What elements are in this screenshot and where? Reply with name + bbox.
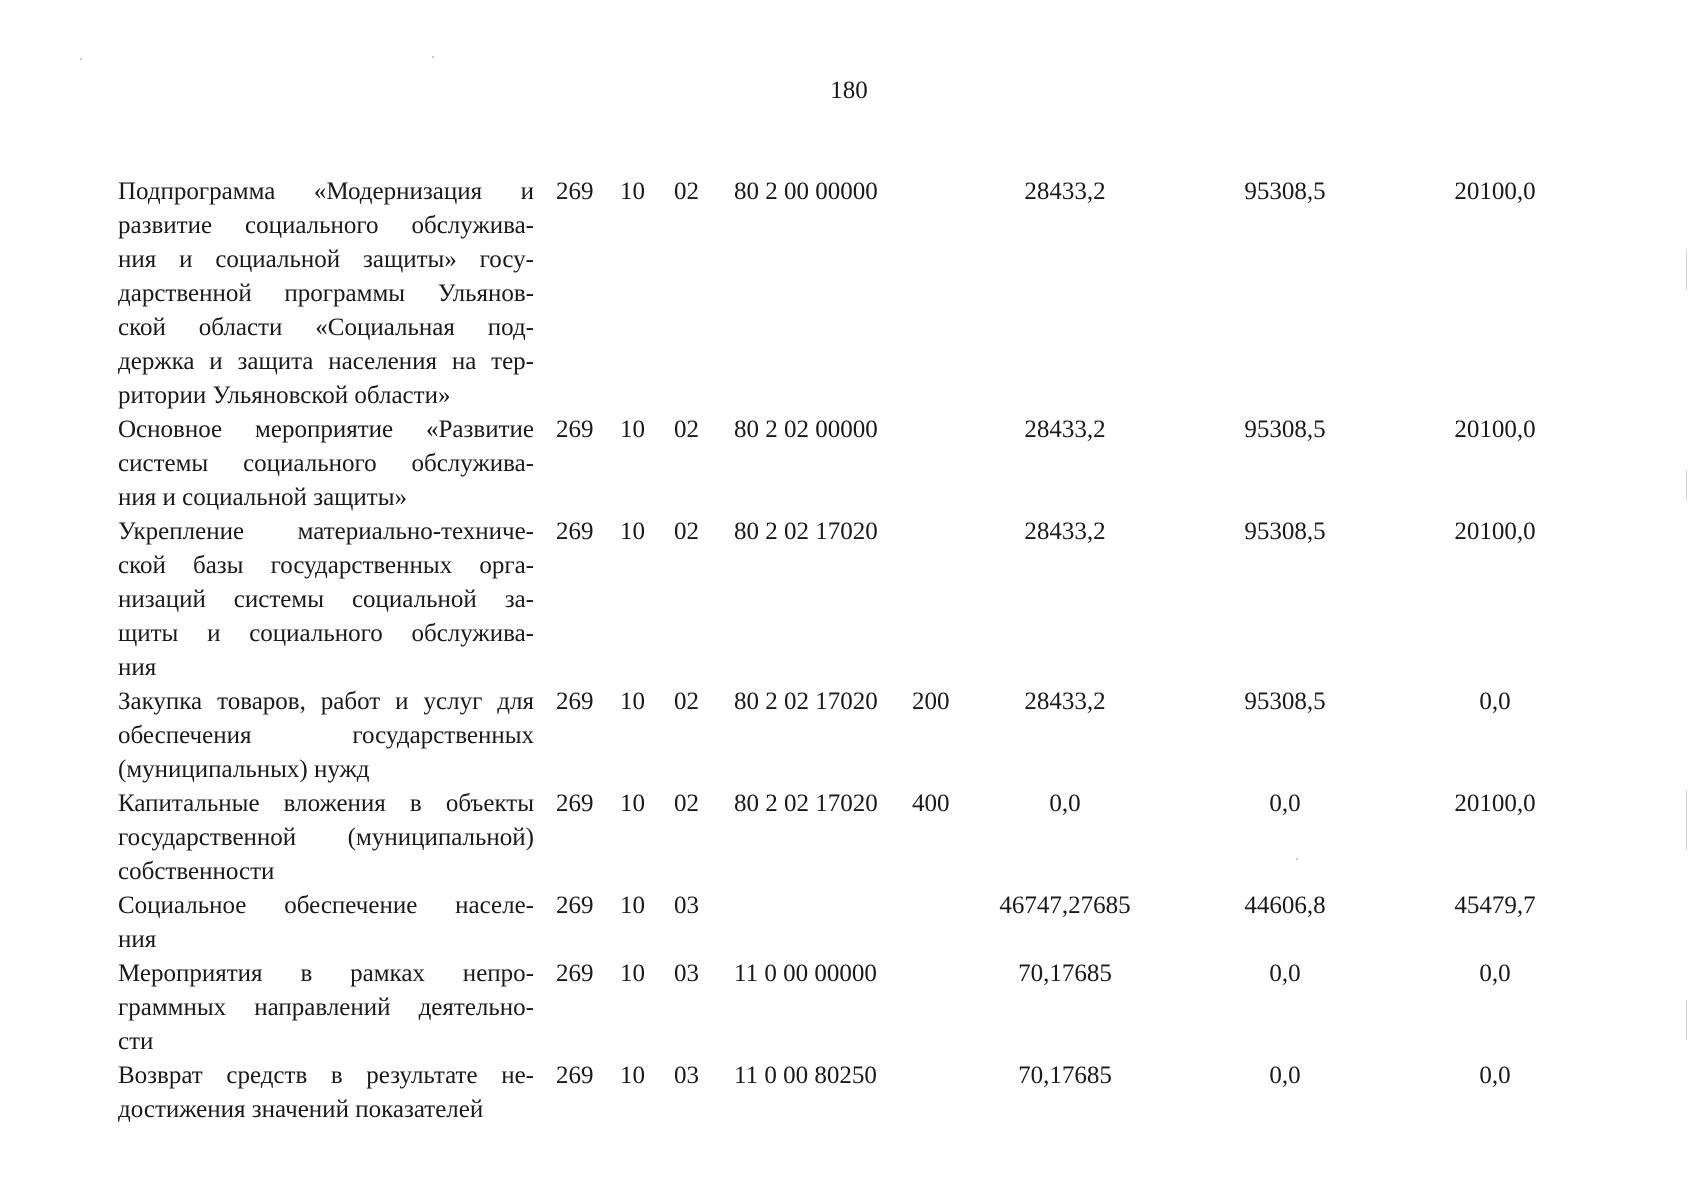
target-article-code: 80 2 02 17020 xyxy=(734,518,878,545)
expense-type-code: 200 xyxy=(912,688,950,715)
description-line: ния и социальной защиты» госу- xyxy=(118,246,534,273)
amount-year-3: 20100,0 xyxy=(1454,790,1536,817)
amount-year-2: 95308,5 xyxy=(1244,178,1326,205)
description-line: системы социального обслужива- xyxy=(118,450,534,477)
table-row xyxy=(0,515,1698,685)
ministry-code: 269 xyxy=(556,1062,594,1089)
description-line: ской области «Социальная под- xyxy=(118,314,534,341)
row-description xyxy=(118,787,534,889)
subsection-code: 02 xyxy=(674,416,699,443)
description-line: Капитальные вложения в объекты xyxy=(118,790,534,817)
ministry-code: 269 xyxy=(556,416,594,443)
description-line: достижения значений показателей xyxy=(118,1096,484,1123)
section-code: 10 xyxy=(620,1062,645,1089)
scan-speck xyxy=(432,56,434,58)
description-line: ния xyxy=(118,926,157,953)
description-line: Закупка товаров, работ и услуг для xyxy=(118,688,534,715)
section-code: 10 xyxy=(620,178,645,205)
ministry-code: 269 xyxy=(556,518,594,545)
amount-year-2: 0,0 xyxy=(1269,1062,1301,1089)
amount-year-3: 20100,0 xyxy=(1454,518,1536,545)
ministry-code: 269 xyxy=(556,178,594,205)
section-code: 10 xyxy=(620,960,645,987)
amount-year-2: 95308,5 xyxy=(1244,688,1326,715)
table-row xyxy=(0,175,1698,413)
description-line: щиты и социального обслужива- xyxy=(118,620,534,647)
row-description xyxy=(118,1059,534,1127)
ministry-code: 269 xyxy=(556,790,594,817)
amount-year-2: 95308,5 xyxy=(1244,518,1326,545)
description-line: Возврат средств в результате не- xyxy=(118,1062,534,1089)
target-article-code: 11 0 00 00000 xyxy=(734,960,877,987)
description-line: (муниципальных) нужд xyxy=(118,756,370,783)
target-article-code: 11 0 00 80250 xyxy=(734,1062,877,1089)
scan-speck xyxy=(1296,858,1298,860)
subsection-code: 02 xyxy=(674,790,699,817)
amount-year-2: 44606,8 xyxy=(1244,892,1326,919)
subsection-code: 03 xyxy=(674,960,699,987)
amount-year-1: 46747,27685 xyxy=(999,892,1131,919)
description-line: держка и защита населения на тер- xyxy=(118,348,534,375)
table-row xyxy=(0,413,1698,515)
amount-year-3: 0,0 xyxy=(1479,960,1511,987)
description-line: государственной (муниципальной) xyxy=(118,824,534,851)
scan-edge-mark xyxy=(1686,250,1687,290)
description-line: Подпрограмма «Модернизация и xyxy=(118,178,534,205)
scan-speck xyxy=(80,58,82,60)
section-code: 10 xyxy=(620,892,645,919)
amount-year-2: 0,0 xyxy=(1269,790,1301,817)
ministry-code: 269 xyxy=(556,892,594,919)
amount-year-3: 0,0 xyxy=(1479,1062,1511,1089)
table-row xyxy=(0,1059,1698,1127)
scan-edge-mark xyxy=(1686,470,1687,500)
row-description xyxy=(118,413,534,515)
budget-table xyxy=(0,175,1698,1127)
row-description xyxy=(118,175,534,413)
description-line: собственности xyxy=(118,858,275,885)
expense-type-code: 400 xyxy=(912,790,950,817)
amount-year-1: 28433,2 xyxy=(1024,518,1106,545)
amount-year-2: 0,0 xyxy=(1269,960,1301,987)
description-line: граммных направлений деятельно- xyxy=(118,994,534,1021)
subsection-code: 02 xyxy=(674,688,699,715)
description-line: низаций системы социальной за- xyxy=(118,586,534,613)
description-line: ской базы государственных орга- xyxy=(118,552,534,579)
description-line: обеспечения государственных xyxy=(118,722,534,749)
table-row xyxy=(0,889,1698,957)
description-line: Основное мероприятие «Развитие xyxy=(118,416,534,443)
amount-year-3: 20100,0 xyxy=(1454,178,1536,205)
description-line: ритории Ульяновской области» xyxy=(118,382,451,409)
amount-year-3: 0,0 xyxy=(1479,688,1511,715)
table-row xyxy=(0,685,1698,787)
target-article-code: 80 2 02 17020 xyxy=(734,688,878,715)
subsection-code: 03 xyxy=(674,892,699,919)
description-line: дарственной программы Ульянов- xyxy=(118,280,534,307)
target-article-code: 80 2 00 00000 xyxy=(734,178,878,205)
description-line: ния и социальной защиты» xyxy=(118,484,408,511)
page-number: 180 xyxy=(830,77,868,104)
description-line: Социальное обеспечение населе- xyxy=(118,892,534,919)
table-row xyxy=(0,787,1698,889)
description-line: Мероприятия в рамках непро- xyxy=(118,960,534,987)
ministry-code: 269 xyxy=(556,960,594,987)
row-description xyxy=(118,889,534,957)
table-row xyxy=(0,957,1698,1059)
subsection-code: 02 xyxy=(674,178,699,205)
scan-edge-mark xyxy=(1686,790,1687,850)
description-line: развитие социального обслужива- xyxy=(118,212,534,239)
row-description xyxy=(118,957,534,1059)
target-article-code: 80 2 02 00000 xyxy=(734,416,878,443)
section-code: 10 xyxy=(620,688,645,715)
scan-edge-mark xyxy=(1686,1000,1687,1040)
row-description xyxy=(118,515,534,685)
amount-year-2: 95308,5 xyxy=(1244,416,1326,443)
ministry-code: 269 xyxy=(556,688,594,715)
description-line: сти xyxy=(118,1028,154,1055)
section-code: 10 xyxy=(620,790,645,817)
amount-year-1: 28433,2 xyxy=(1024,416,1106,443)
row-description xyxy=(118,685,534,787)
section-code: 10 xyxy=(620,518,645,545)
section-code: 10 xyxy=(620,416,645,443)
description-line: Укрепление материально-техниче- xyxy=(118,518,534,545)
target-article-code: 80 2 02 17020 xyxy=(734,790,878,817)
amount-year-3: 20100,0 xyxy=(1454,416,1536,443)
subsection-code: 02 xyxy=(674,518,699,545)
amount-year-1: 28433,2 xyxy=(1024,688,1106,715)
amount-year-1: 28433,2 xyxy=(1024,178,1106,205)
amount-year-3: 45479,7 xyxy=(1454,892,1536,919)
amount-year-1: 70,17685 xyxy=(1018,960,1112,987)
subsection-code: 03 xyxy=(674,1062,699,1089)
description-line: ния xyxy=(118,654,157,681)
amount-year-1: 70,17685 xyxy=(1018,1062,1112,1089)
amount-year-1: 0,0 xyxy=(1049,790,1081,817)
